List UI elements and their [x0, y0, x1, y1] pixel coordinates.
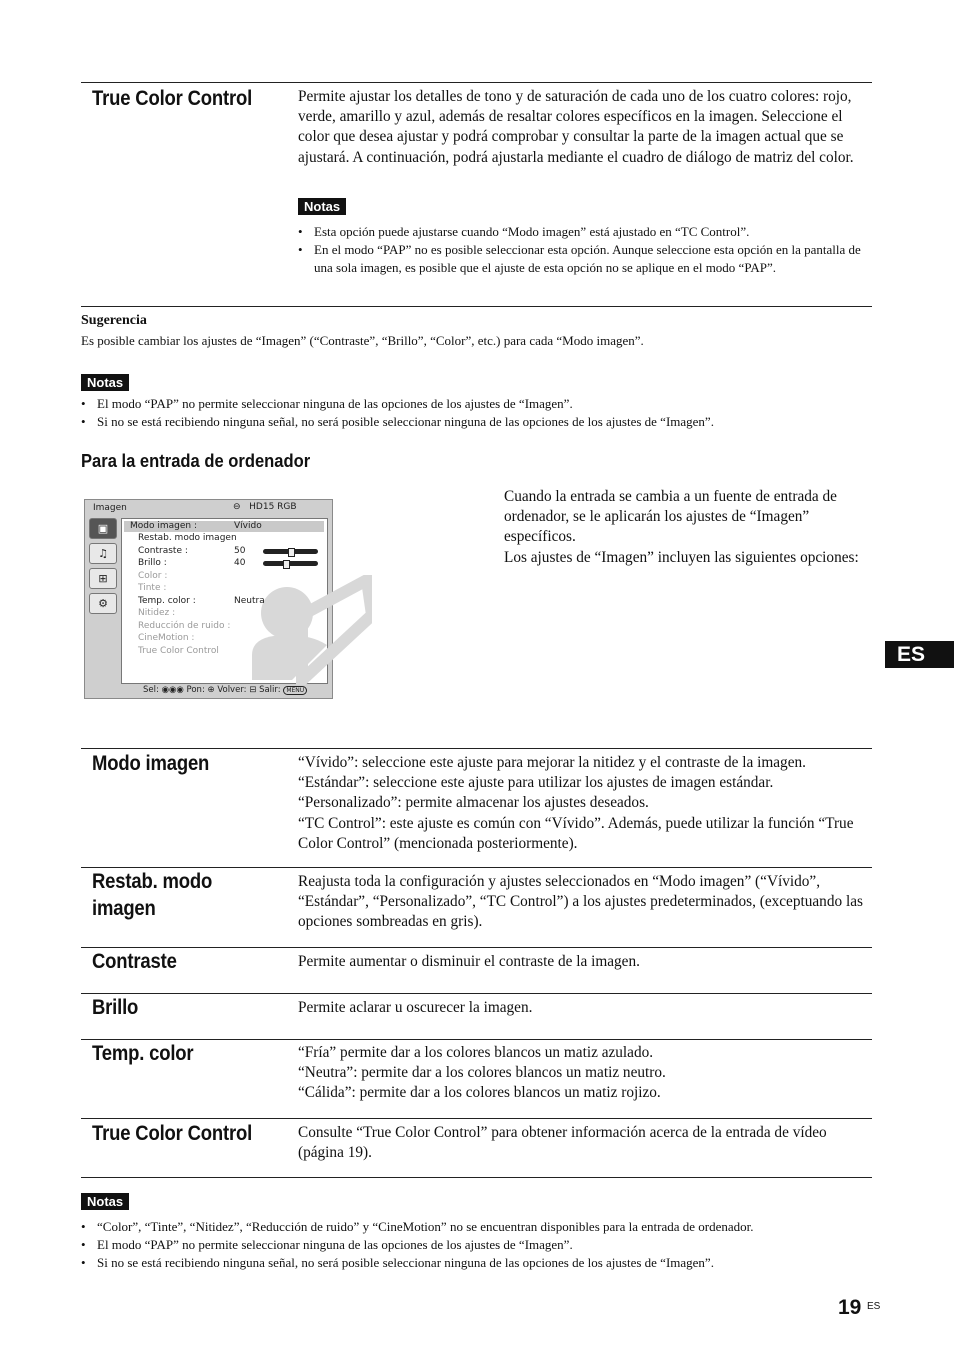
definition-term: Modo imagen — [92, 752, 210, 775]
osd-row-value: Neutra — [234, 596, 265, 606]
osd-row — [138, 633, 194, 644]
section-term-true-color-control: True Color Control — [92, 87, 253, 110]
note-item: • El modo “PAP” no permite seleccionar ninguna de las opciones de los ajustes de “Imagen”. — [81, 395, 871, 413]
slider-knob — [283, 560, 290, 569]
definition-line: “Cálida”: permite dar a los colores blancos un matiz rojizo. — [298, 1084, 661, 1102]
definition-line: “Neutra”: permite dar a los colores blancos un matiz neutro. — [298, 1064, 666, 1082]
osd-row — [138, 546, 188, 557]
osd-tabs — [89, 518, 119, 618]
osd-row — [138, 533, 237, 544]
osd-row-label: Nitidez : — [138, 608, 176, 618]
back-key-icon: ⊟ — [249, 685, 257, 695]
osd-row — [138, 608, 175, 619]
definition-description — [298, 952, 872, 972]
computer-input-intro — [504, 487, 872, 568]
footer-pon-label: Pon: — [186, 685, 205, 695]
definition-line: Permite aclarar u oscurecer la imagen. — [298, 999, 533, 1016]
table-row-rule — [81, 748, 872, 749]
osd-title: Imagen — [93, 503, 127, 513]
definition-line: “Vívido”: seleccione este ajuste para mejorar la nitidez y el contraste de la imagen. — [298, 754, 806, 771]
page-number-suffix: ES — [867, 1301, 881, 1312]
table-bottom-rule — [81, 1177, 872, 1178]
osd-row — [138, 596, 196, 607]
definition-line: Permite aumentar o disminuir el contraste de la imagen. — [298, 953, 640, 970]
osd-footer — [143, 685, 307, 695]
definition-description — [298, 872, 872, 933]
enter-key-icon: ⊕ — [207, 685, 215, 695]
osd-row — [138, 621, 230, 632]
notes-badge-2: Notas — [81, 1193, 129, 1210]
notes-list-1 — [81, 395, 871, 431]
definition-line: “Personalizado”: permite almacenar los ajustes deseados. — [298, 794, 649, 812]
osd-row-label: CineMotion : — [138, 633, 195, 643]
definition-description — [298, 998, 872, 1018]
no-signal-watermark-icon — [232, 575, 372, 685]
intro-paragraph-1: Cuando la entrada se cambia a un fuente de entrada de ordenador, se le aplicarán los ajustes de “Imagen” específicos. — [504, 488, 837, 546]
notes-badge-1: Notas — [81, 374, 129, 391]
osd-row — [138, 583, 166, 594]
osd-row-label: Temp. color : — [138, 596, 196, 606]
definition-term: Restab. modo imagen — [92, 870, 213, 920]
osd-level-slider — [263, 549, 318, 554]
note-item: • Esta opción puede ajustarse cuando “Modo imagen” está ajustado en “TC Control”. — [298, 223, 872, 241]
osd-row-label: Brillo : — [138, 558, 167, 568]
note-item: • Si no se está recibiendo ninguna señal, no será posible seleccionar ninguna de las opciones de los ajustes de “Imagen”. — [81, 413, 871, 431]
top-notes-list — [298, 223, 872, 277]
osd-row — [138, 646, 219, 657]
osd-row — [138, 558, 167, 569]
subheading-computer-input: Para la entrada de ordenador — [81, 451, 311, 471]
definition-line: “Estándar”: seleccione este ajuste para utilizar los ajustes de imagen estándar. — [298, 774, 774, 792]
osd-menu-screenshot — [84, 499, 333, 699]
input-icon: ⊖ — [233, 502, 241, 512]
osd-row-label: True Color Control — [138, 646, 219, 656]
osd-row-label: Color : — [138, 571, 168, 581]
footer-salir-label: Salir: — [259, 685, 281, 695]
section-description — [298, 87, 872, 168]
footer-volver-label: Volver: — [217, 685, 247, 695]
notes-list-2 — [81, 1218, 881, 1272]
definition-line: “TC Control”: este ajuste es común con “Vívido”. Además, puede utilizar la función “True Color Control” (mencionada posteriormente). — [298, 814, 854, 852]
definition-description — [298, 753, 872, 854]
osd-row-value: Vívido — [234, 521, 262, 531]
intro-paragraph-2: Los ajustes de “Imagen” incluyen las siguientes opciones: — [504, 548, 859, 566]
osd-row-label: Modo imagen : — [130, 521, 197, 531]
menu-key-icon: MENU — [283, 686, 307, 695]
note-item: • “Color”, “Tinte”, “Nitidez”, “Reducción de ruido” y “CineMotion” no se encuentran disponibles para la entrada de ordenador. — [81, 1218, 881, 1236]
slider-knob — [288, 548, 295, 557]
page-number: 19 — [838, 1296, 862, 1319]
sound-tab-icon: ♫ — [89, 543, 117, 564]
note-item: • En el modo “PAP” no es posible seleccionar esta opción. Aunque seleccione esta opción en la pantalla de una sola imagen, es posible que el ajuste de esta opción no se aplique en el modo “PAP”. — [298, 241, 872, 277]
tip-text: Es posible cambiar los ajustes de “Imagen” (“Contraste”, “Brillo”, “Color”, etc.) para cada “Modo imagen”. — [81, 333, 644, 348]
notes-badge-top: Notas — [298, 198, 346, 215]
osd-row — [130, 521, 197, 532]
top-rule — [81, 82, 872, 83]
setup-tab-icon: ⚙ — [89, 593, 117, 614]
osd-row-label: Reducción de ruido : — [138, 621, 231, 631]
osd-row — [138, 571, 167, 582]
osd-level-slider — [263, 561, 318, 566]
definition-line: Reajusta toda la configuración y ajustes seleccionados en “Modo imagen” (“Vívido”, “Estándar”, “Personalizado”, “TC Control”) a los ajustes predeterminados, (exceptuando las opciones sombreadas en gris). — [298, 873, 863, 931]
true-color-control-text: Permite ajustar los detalles de tono y de saturación de cada uno de los cuatro colores: rojo, verde, amarillo y azul, además de resaltar colores específicos en la imagen. Seleccione el color que desea ajustar y podrá comprobar y consultar la parte de la imagen actual que se ajustará. A continuación, podrá ajustarla mediante el cuadro de diálogo de matriz del color. — [298, 88, 854, 166]
definition-term: Temp. color — [92, 1042, 194, 1065]
osd-input: HD15 RGB — [249, 502, 297, 512]
definition-term: True Color Control — [92, 1122, 253, 1145]
picture-tab-icon: ▣ — [89, 518, 117, 539]
screen-tab-icon: ⊞ — [89, 568, 117, 589]
definition-term: Brillo — [92, 996, 139, 1019]
definition-description — [298, 1043, 872, 1104]
footer-sel-label: Sel: — [143, 685, 159, 695]
osd-row-value: 40 — [234, 558, 246, 568]
osd-panel — [121, 518, 328, 684]
table-row-rule — [81, 1118, 872, 1119]
osd-row-label: Contraste : — [138, 546, 188, 556]
note-item: • Si no se está recibiendo ninguna señal, no será posible seleccionar ninguna de las opciones de los ajustes de “Imagen”. — [81, 1254, 881, 1272]
note-item: • El modo “PAP” no permite seleccionar ninguna de las opciones de los ajustes de “Imagen”. — [81, 1236, 881, 1254]
tip-title: Sugerencia — [81, 313, 147, 328]
osd-row-label: Tinte : — [138, 583, 167, 593]
language-tab: ES — [885, 641, 954, 668]
osd-input-indicator — [233, 502, 297, 512]
osd-row-value: 50 — [234, 546, 246, 556]
select-keys-icon: ◉◉◉ — [161, 685, 184, 695]
osd-row-label: Restab. modo imagen — [138, 533, 237, 543]
definition-term: Contraste — [92, 950, 177, 973]
section-rule — [81, 306, 872, 307]
definition-line: Consulte “True Color Control” para obtener información acerca de la entrada de vídeo (página 19). — [298, 1124, 827, 1162]
definition-line: “Fría” permite dar a los colores blancos un matiz azulado. — [298, 1044, 654, 1061]
definition-description — [298, 1123, 872, 1163]
